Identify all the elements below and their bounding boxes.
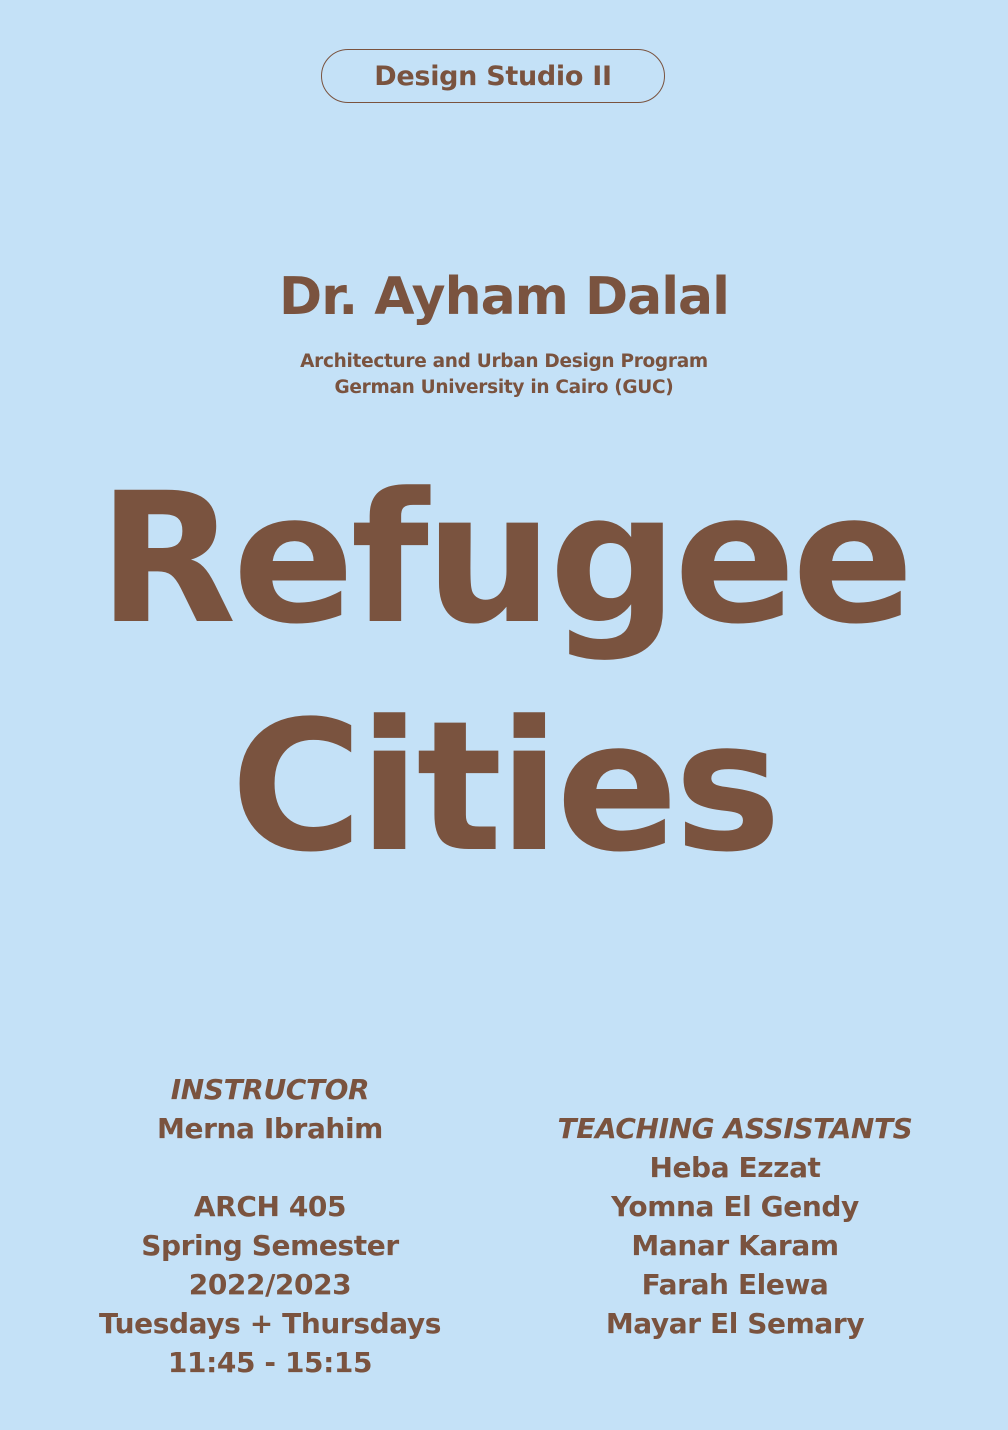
design-studio-badge	[321, 49, 665, 103]
teaching-assistants-block	[530, 1109, 940, 1343]
instructor-heading: INSTRUCTOR	[170, 1073, 370, 1106]
course-code: ARCH 405	[193, 1190, 347, 1223]
lecturer-name: Dr. Ayham Dalal	[279, 267, 729, 327]
meeting-time: 11:45 - 15:15	[167, 1346, 373, 1379]
semester: Spring Semester	[141, 1229, 399, 1262]
spacer	[60, 1148, 480, 1187]
affiliation	[0, 349, 1008, 401]
ta-name: Manar Karam	[631, 1229, 839, 1262]
badge-label: Design Studio II	[374, 60, 612, 92]
poster-title-line-2: Cities	[230, 683, 778, 892]
program-name: Architecture and Urban Design Program	[300, 351, 708, 372]
instructor-name: Merna Ibrahim	[157, 1112, 383, 1145]
ta-name: Mayar El Semary	[605, 1307, 865, 1340]
academic-year: 2022/2023	[188, 1268, 352, 1301]
university-name: German University in Cairo (GUC)	[334, 377, 674, 398]
ta-heading: TEACHING ASSISTANTS	[557, 1112, 913, 1145]
ta-name: Farah Elewa	[641, 1268, 829, 1301]
course-info-block	[60, 1070, 480, 1382]
ta-name: Heba Ezzat	[649, 1151, 821, 1184]
meeting-days: Tuesdays + Thursdays	[98, 1307, 441, 1340]
poster-title-line-1: Refugee	[97, 455, 911, 664]
ta-name: Yomna El Gendy	[611, 1190, 859, 1223]
